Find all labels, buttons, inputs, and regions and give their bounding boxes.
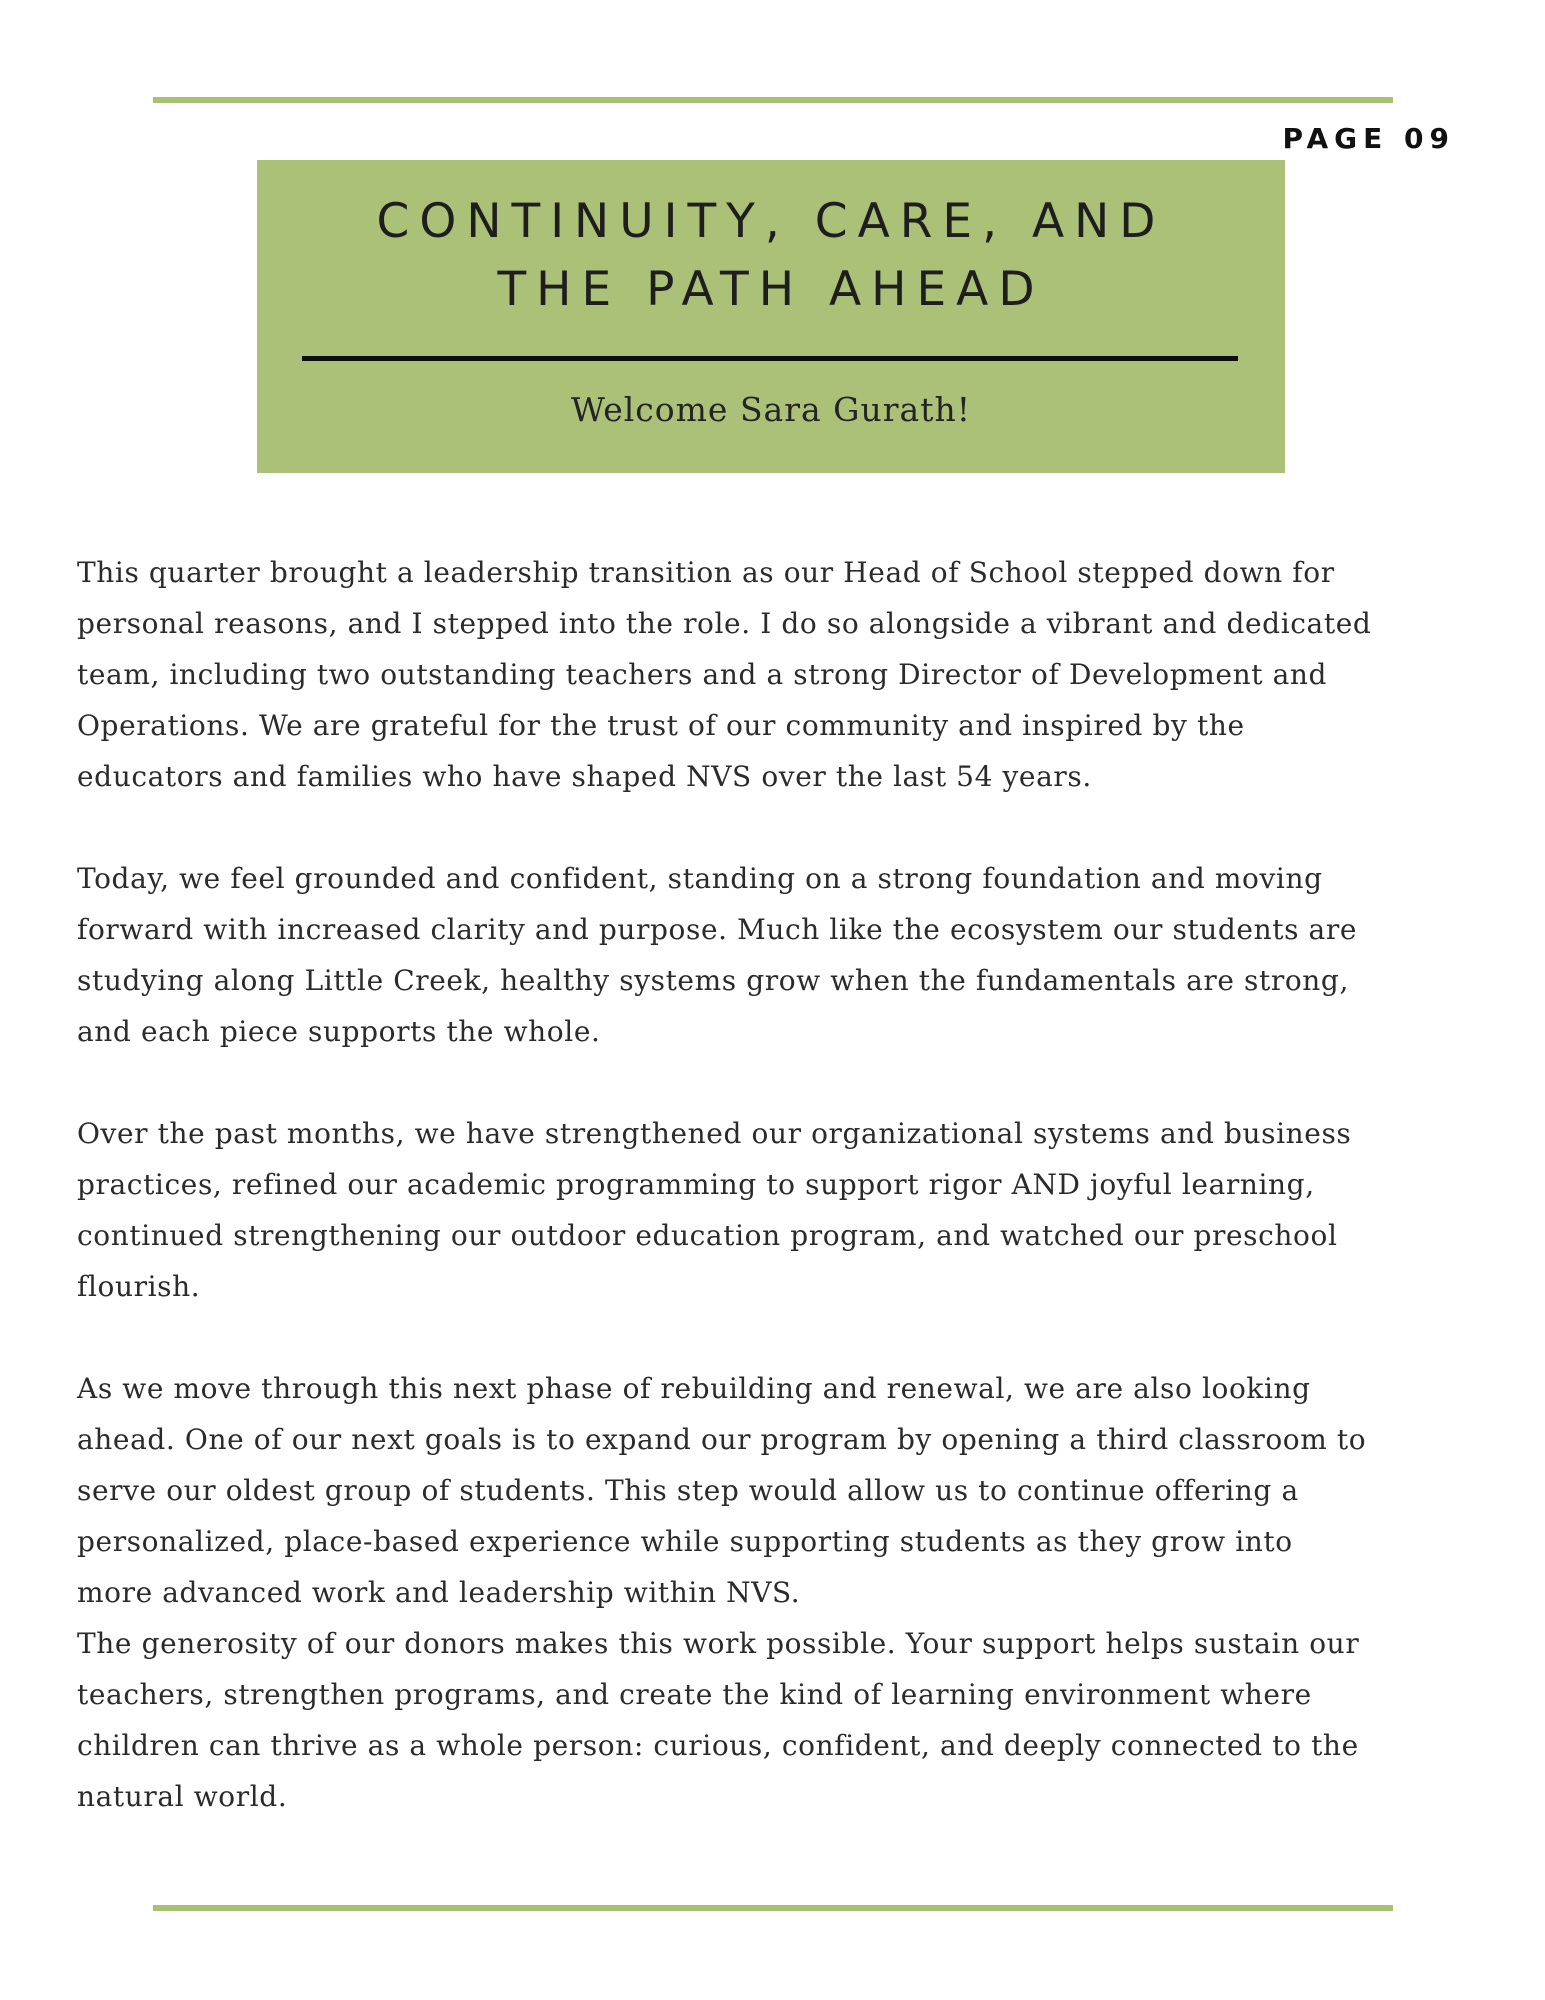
top-accent-rule (153, 97, 1393, 103)
paragraph-spacer (77, 1057, 1497, 1108)
paragraph-looking-ahead: As we move through this next phase of rebuilding and renewal, we are also looking ahead. One of our next goals is to expand our program by opening a third classroom to serve our oldest group of students. This step would allow us to continue offering a personalized, place-based experience while supporting students as they grow into more advanced work and leadership within NVS. (77, 1372, 1367, 1609)
bottom-accent-rule (153, 1905, 1393, 1911)
page-number: PAGE 09 (1282, 122, 1455, 155)
page-title: CONTINUITY, CARE, AND THE PATH AHEAD (376, 194, 1166, 317)
paragraph-spacer (77, 802, 1497, 853)
title-divider (302, 356, 1238, 361)
paragraph-spacer (77, 1312, 1497, 1363)
subtitle: Welcome Sara Gurath! (570, 390, 972, 429)
paragraph-past-months: Over the past months, we have strengthened our organizational systems and business practices, refined our academic programming to support rigor AND joyful learning, continued strengthening our outdoor education program, and watched our preschool flourish. (77, 1117, 1352, 1303)
title-banner (257, 160, 1285, 473)
paragraph-donor-generosity: The generosity of our donors makes this work possible. Your support helps sustain our teachers, strengthen programs, and create the kind of learning environment where children can thrive as a whole person: curious, confident, and deeply connected to the natural world. (77, 1627, 1360, 1813)
paragraph-strong-foundation: Today, we feel grounded and confident, standing on a strong foundation and moving forward with increased clarity and purpose. Much like the ecosystem our students are studying along Little Creek, healthy systems grow when the fundamentals are strong, and each piece supports the whole. (77, 862, 1358, 1048)
article-body (77, 547, 1497, 1822)
paragraph-leadership-transition: This quarter brought a leadership transition as our Head of School stepped down for personal reasons, and I stepped into the role. I do so alongside a vibrant and dedicated team, including two outstanding teachers and a strong Director of Development and Operations. We are grateful for the trust of our community and inspired by the educators and families who have shaped NVS over the last 54 years. (77, 556, 1372, 793)
